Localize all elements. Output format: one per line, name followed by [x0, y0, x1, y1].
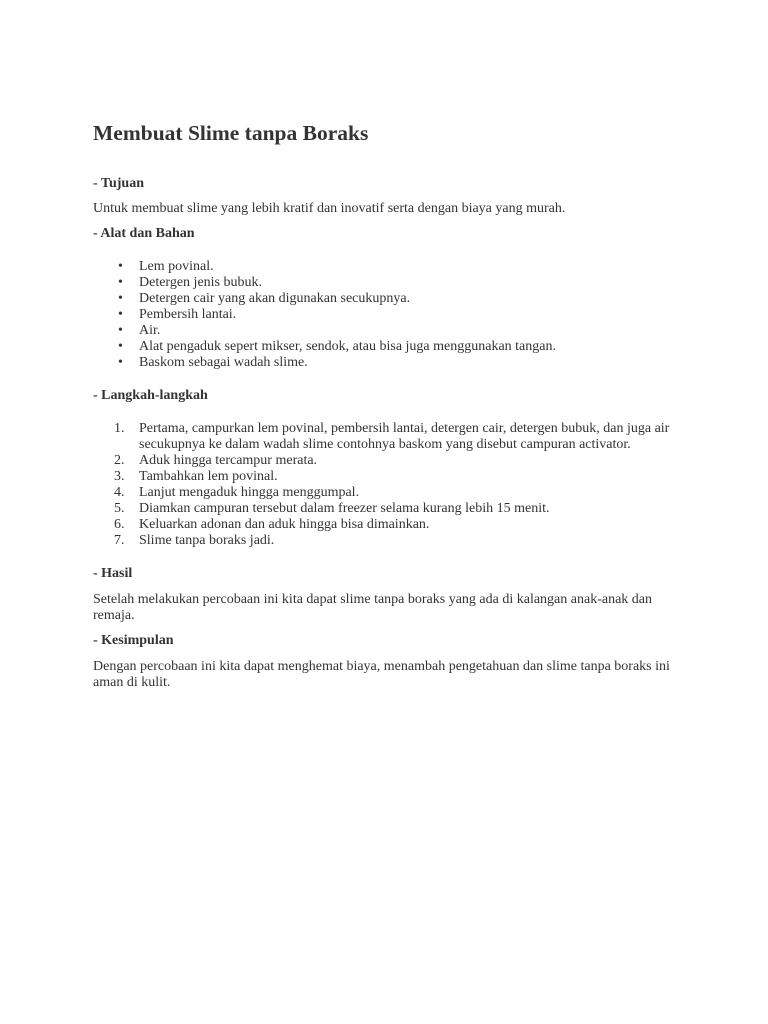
- materials-list: [93, 259, 673, 371]
- heading-kesimpulan: - Kesimpulan: [93, 633, 174, 648]
- steps-list: [93, 421, 673, 549]
- step-number: 1.: [114, 421, 125, 436]
- heading-tujuan: - Tujuan: [93, 176, 144, 191]
- bullet-icon: •: [118, 355, 123, 370]
- document-title: Membuat Slime tanpa Boraks: [93, 121, 369, 145]
- list-item-text: Detergen cair yang akan digunakan secukupnya.: [139, 291, 411, 306]
- step-text: Lanjut mengaduk hingga menggumpal.: [139, 485, 360, 500]
- list-item-text: Alat pengaduk sepert mikser, sendok, atau bisa juga menggunakan tangan.: [139, 339, 556, 354]
- step-number: 4.: [114, 485, 125, 500]
- list-item: [93, 453, 673, 469]
- step-number: 3.: [114, 469, 125, 484]
- list-item: [93, 307, 673, 323]
- step-number: 6.: [114, 517, 125, 532]
- list-item: [93, 469, 673, 485]
- list-item-text: Air.: [139, 323, 161, 338]
- list-item-text: Pembersih lantai.: [139, 307, 237, 322]
- step-number: 5.: [114, 501, 125, 516]
- paragraph-tujuan: Untuk membuat slime yang lebih kratif dan inovatif serta dengan biaya yang murah.: [93, 201, 566, 216]
- list-item: [93, 291, 673, 307]
- step-number: 2.: [114, 453, 125, 468]
- step-number: 7.: [114, 533, 125, 548]
- step-text: Pertama, campurkan lem povinal, pembersih lantai, detergen cair, detergen bubuk, dan juga air secukupnya ke dalam wadah slime contohnya baskom yang disebut campuran activator.: [139, 421, 670, 452]
- list-item-text: Lem povinal.: [139, 259, 214, 274]
- list-item-text: Detergen jenis bubuk.: [139, 275, 262, 290]
- bullet-icon: •: [118, 339, 123, 354]
- bullet-icon: •: [118, 307, 123, 322]
- bullet-icon: •: [118, 259, 123, 274]
- list-item: [93, 275, 673, 291]
- bullet-icon: •: [118, 275, 123, 290]
- paragraph-kesimpulan: Dengan percobaan ini kita dapat menghemat biaya, menambah pengetahuan dan slime tanpa boraks ini aman di kulit.: [93, 659, 670, 690]
- list-item: [93, 355, 673, 371]
- list-item: [93, 533, 673, 549]
- heading-langkah-langkah: - Langkah-langkah: [93, 388, 208, 403]
- list-item: [93, 259, 673, 275]
- list-item: [93, 421, 673, 453]
- list-item: [93, 517, 673, 533]
- step-text: Tambahkan lem povinal.: [139, 469, 278, 484]
- list-item: [93, 339, 673, 355]
- step-text: Diamkan campuran tersebut dalam freezer selama kurang lebih 15 menit.: [139, 501, 550, 516]
- list-item: [93, 501, 673, 517]
- list-item: [93, 485, 673, 501]
- bullet-icon: •: [118, 323, 123, 338]
- paragraph-hasil: Setelah melakukan percobaan ini kita dapat slime tanpa boraks yang ada di kalangan anak-anak dan remaja.: [93, 592, 653, 623]
- document-page: [93, 120, 673, 691]
- step-text: Keluarkan adonan dan aduk hingga bisa dimainkan.: [139, 517, 430, 532]
- list-item: [93, 323, 673, 339]
- list-item-text: Baskom sebagai wadah slime.: [139, 355, 308, 370]
- step-text: Aduk hingga tercampur merata.: [139, 453, 318, 468]
- step-text: Slime tanpa boraks jadi.: [139, 533, 275, 548]
- bullet-icon: •: [118, 291, 123, 306]
- heading-alat-dan-bahan: - Alat dan Bahan: [93, 226, 195, 241]
- heading-hasil: - Hasil: [93, 566, 133, 581]
